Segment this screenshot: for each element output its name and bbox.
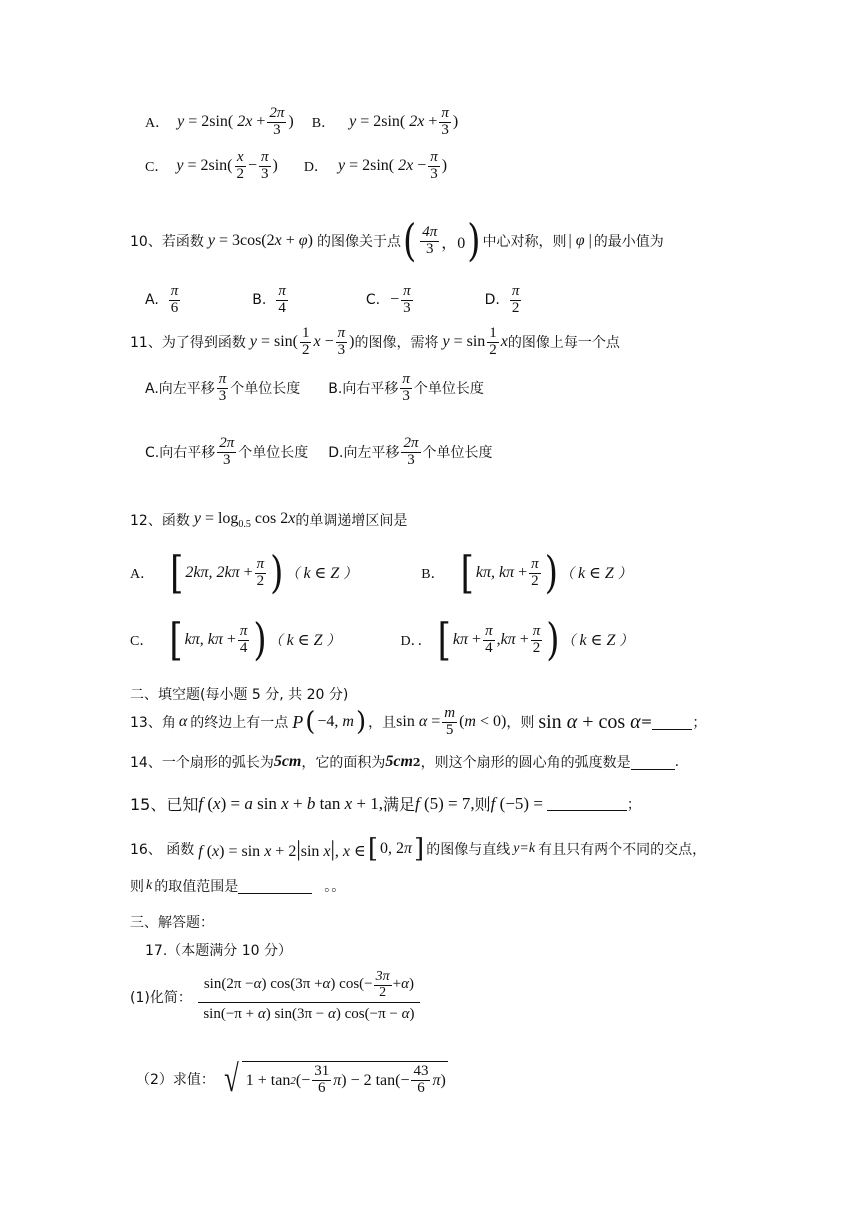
fraction: $\frac{2\pi}{3}$ [219,435,235,468]
q10-opt-c: C. [365,292,381,309]
fraction: $\frac{1}{2}$ [301,325,310,358]
q16-line2-end: 。。 [324,879,346,895]
q11-suffix: 的图像上每一个点 [507,335,620,352]
q9-option-b-label: B． [311,116,336,132]
q13-equals: = [640,714,653,731]
q12-stem: 12、函数 $y = \log_{0.5} \cos 2x$ 的单调递增区间是 [130,510,408,531]
q17-part1 [130,970,422,1023]
q14-suffix: ，则这个扇形的圆心角的弧度数是 [420,755,631,771]
q16-answer-blank [238,879,312,894]
q17-part1-expression: sin(2π − α ) cos(3π + α ) cos(− $\frac{3\pi}{2}$ + α ) sin(−π + α) sin(3π − α) cos(−π − α) [198,970,420,1023]
q9-option-c-label: C． [145,160,169,176]
q16-line2-mid: 的取值范围是 [154,879,239,895]
q16-k: k [146,878,153,893]
fraction: $\frac{\pi}{6}$ [170,283,179,316]
q14-end: . [674,754,680,770]
fraction: $\frac{2\pi}{3}$ [269,105,285,138]
q12-options-ab: A． [ 2kπ, 2kπ + $\frac{\pi}{2}$ ) （ k ∈ Z ） B． [ kπ, kπ + $\frac{\pi}{2}$ ) （ k ∈ Z ） [130,547,632,599]
q11-options-ab [145,372,484,405]
q10-prefix: 10、若函数 [130,234,204,250]
fraction: $\frac{\pi}{3}$ [218,371,227,404]
q11-opt-c: C.向右平移 [145,445,216,462]
q14-mid: ，它的面积为 [301,755,386,771]
q11-unit: 个单位长度 [422,445,493,462]
q13-mid1: 的终边上有一点 [190,715,289,732]
fraction: $\frac{x}{2}$ [236,149,244,182]
q10-opt-a: A. [145,292,159,309]
fraction: $\frac{\pi}{2}$ [531,555,539,589]
q14-answer-blank [631,755,675,770]
fraction: $\frac{\pi}{3}$ [430,149,438,182]
q11-prefix: 11、为了得到函数 [130,335,246,352]
q16-suffix: 有且只有两个不同的交点， [538,842,707,858]
q17-header: 17.（本题满分 10 分） [145,943,292,959]
q9-options-cd: C． y = 2sin( $\frac{x}{2}$ − $\frac{\pi}{3}$ ) D． y = 2sin( 2x − $\frac{\pi}{3}$ ) [145,149,448,182]
q15-answer-blank [547,796,627,811]
q11-stem: 11、为了得到函数 y = sin( $\frac{1}{2}$ x − $\frac{\pi}{3}$ ) 的图像，需将 y = sin $\frac{1}{2}$ x 的图像上每一个点 [130,325,620,358]
fraction: $\frac{\pi}{4}$ [239,622,248,656]
fraction: $\frac{\pi}{3}$ [441,105,449,138]
q15-prefix: 15、已知 [130,795,199,814]
q10-options: A. $\frac{\pi}{6}$ B. $\frac{\pi}{4}$ C. − $\frac{\pi}{3}$ D. $\frac{\pi}{2}$ [145,283,520,316]
fraction: $\frac{4\pi}{3}$ [422,223,438,257]
q9-option-a-label: A． [145,116,170,132]
q9-option-d-label: D． [303,160,328,176]
fraction: $\frac{\pi}{2}$ [532,622,541,656]
q13-prefix: 13、角 [130,715,176,732]
fraction: $\frac{\pi}{3}$ [402,371,410,404]
section-2-title: 二、填空题(每小题 5 分, 共 20 分) [130,687,349,703]
q11-unit: 个单位长度 [413,381,484,398]
fraction: $\frac{m}{5}$ [444,705,456,738]
q11-opt-d: D.向左平移 [328,445,400,462]
q10-stem: 10、若函数 y = 3cos(2x + φ) 的图像关于点 ( $\frac{4\pi}{3}$ ，0 ) 中心对称，则 | φ | 的最小值为 [130,215,664,267]
q11-mid: 的图像，需将 [354,335,439,352]
q17-part2-expression: √ 1 + tan 2 (− $\frac{31}{6}$ π) − 2 tan(− $\frac{43}{6}$ π) [224,1058,446,1100]
q13-stem: 13、角 α 的终边上有一点 P ( −4, m ) ，且 sin α = $\frac{m}{5}$ (m < 0) ，则 sin α + cos α = ； [130,705,707,738]
q11-opt-b: B.向右平移 [328,381,399,398]
section-3-title: 三、解答题： [130,915,214,931]
q13-tail: ； [692,715,707,732]
q10-mid1: 的图像关于点 [316,234,401,250]
q11-opt-a: A.向左平移 [145,381,215,398]
q9-options-ab: A． y = 2sin( 2x + $\frac{2\pi}{3}$ ) B． y = 2sin( 2x + $\frac{\pi}{3}$ ) [145,105,459,138]
q12-opt-d: D．． [400,634,432,649]
q12-options-cd: C． [ kπ, kπ + $\frac{\pi}{4}$ ) （ k ∈ Z ） D．． [ kπ + $\frac{\pi}{4}$ , kπ + $\frac{\pi}{2}$ ) （ k ∈ Z ） [130,614,634,666]
q16-line2 [130,876,345,896]
fraction: $\frac{\pi}{4}$ [485,622,493,656]
q10-mid2: 中心对称，则 [482,234,567,250]
fraction: $\frac{\pi}{3}$ [261,149,269,182]
q12-opt-a: A． [130,567,155,582]
q11-unit: 个单位长度 [238,445,309,462]
fraction: $\frac{\pi}{4}$ [278,283,286,316]
q12-prefix: 12、函数 [130,513,190,530]
q16-yk: y=k [513,841,536,856]
q11-options-cd [145,436,493,469]
fraction: $\frac{\pi}{2}$ [256,555,265,589]
q14-area: 5cm [385,753,413,770]
q15-stem: 15、已知 f (x) = a sin x + b tan x + 1, 满足 f (5) = 7, 则 f (−5) = ； [130,793,641,814]
fraction: $\frac{\pi}{2}$ [511,283,520,316]
q17-part2 [136,1060,448,1098]
q13-answer-blank [652,715,692,730]
q16-mid: 的图像与直线 [426,842,511,858]
q15-mid2: 则 [474,795,491,814]
q13-mid3: ，则 [506,715,535,732]
fraction: $\frac{2\pi}{3}$ [403,435,419,468]
fraction: $\frac{\pi}{3}$ [337,325,346,358]
q10-opt-b: B. [252,292,267,309]
q12-suffix: 的单调递增区间是 [295,513,408,530]
q14-arc: 5cm [273,753,302,770]
q15-end: ； [626,796,641,813]
q17-part2-label: （2）求值： [136,1072,215,1088]
q15-mid: 满足 [382,795,415,814]
fraction: $\frac{1}{2}$ [489,325,497,358]
q10-suffix: 的最小值为 [593,234,664,250]
q16-prefix: 16、 函数 [130,842,195,858]
q11-unit: 个单位长度 [230,381,301,398]
q12-opt-c: C． [130,634,154,649]
q16-line2-prefix: 则 [130,879,144,895]
q10-opt-d: D. [484,292,500,309]
q16-stem: 16、 函数 f (x) = sin x + 2|sin x|, x ∈ [ 0, 2 π ] 的图像与直线 y=k 有且只有两个不同的交点， [130,834,707,864]
q13-mid2: ，且 [368,715,397,732]
q12-opt-b: B． [421,567,445,582]
q14-stem: 14、一个扇形的弧长为 5cm ，它的面积为 5cm 2 ，则这个扇形的圆心角的弧度数是 . [130,753,680,771]
q17-part1-label: (1)化简： [130,989,192,1006]
fraction: $\frac{\pi}{3}$ [403,283,411,316]
q14-prefix: 14、一个扇形的弧长为 [130,755,274,771]
